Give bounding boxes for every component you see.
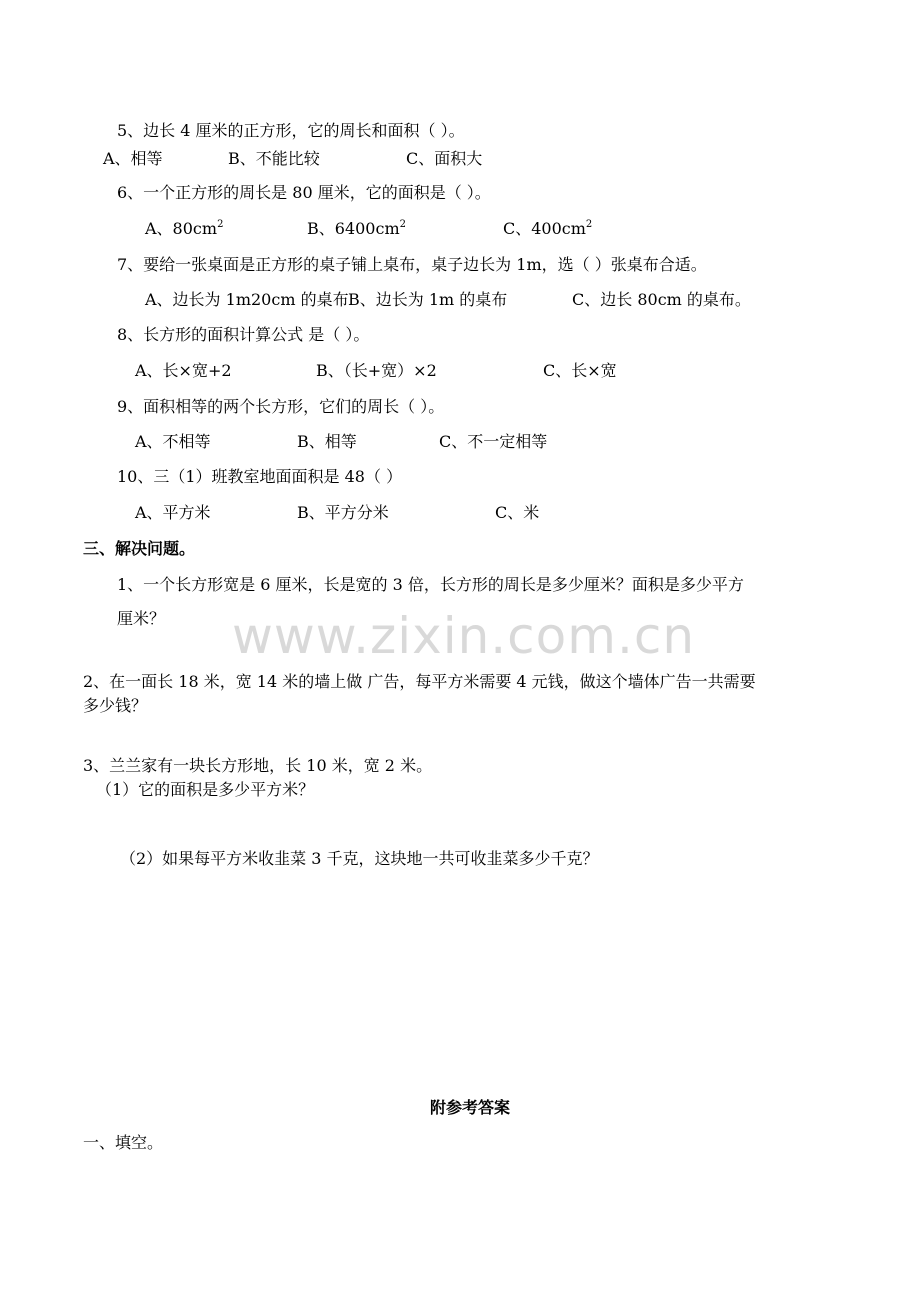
- question-10-option-b: B、平方分米: [297, 503, 389, 522]
- problem-2-line-1: 2、在一面长 18 米，宽 14 米的墙上做 广告，每平方米需要 4 元钱，做这个墙体广告一共需要: [83, 672, 756, 691]
- question-9-option-c: C、不一定相等: [439, 432, 548, 451]
- question-10-option-a: A、平方米: [135, 503, 211, 522]
- question-6-option-b: B、$6400cm^2$: [307, 219, 406, 238]
- question-7-option-c: C、边长 80cm 的桌布。: [572, 290, 751, 309]
- problem-1-line-2: 厘米？: [117, 609, 166, 628]
- problem-3-stem: 3、兰兰家有一块长方形地，长 10 米，宽 2 米。: [83, 756, 433, 775]
- watermark-text: www.zixin.com.cn: [232, 607, 696, 665]
- question-6-stem: 6、一个正方形的周长是 80 厘米，它的面积是（ ）。: [117, 183, 491, 202]
- problem-3-sub-2: （2）如果每平方米收韭菜 3 千克，这块地一共可收韭菜多少千克？: [120, 849, 599, 868]
- question-5-option-a: A、相等: [103, 149, 163, 168]
- problem-2-line-2: 多少钱？: [83, 696, 148, 715]
- question-6-option-c: C、$400cm^2$: [503, 219, 593, 238]
- question-7-option-a: A、边长为 1m20cm 的桌布: [145, 290, 349, 309]
- question-9-option-b: B、相等: [297, 432, 357, 451]
- question-5-stem: 5、边长 4 厘米的正方形，它的周长和面积（ ）。: [117, 121, 465, 140]
- question-9-option-a: A、不相等: [135, 432, 211, 451]
- problem-1-line-1: 1、一个长方形宽是 6 厘米，长是宽的 3 倍，长方形的周长是多少厘米？面积是多少平方: [117, 575, 744, 594]
- question-8-option-a: A、长×宽+2: [135, 361, 232, 380]
- question-6-option-a: A、$80cm^2$: [145, 219, 224, 238]
- problem-3-sub-1: （1）它的面积是多少平方米？: [96, 780, 315, 799]
- question-10-option-c: C、米: [495, 503, 540, 522]
- question-7-stem: 7、要给一张桌面是正方形的桌子铺上桌布，桌子边长为 1m，选（ ）张桌布合适。: [117, 255, 707, 274]
- question-7-option-b: B、边长为 1m 的桌布: [348, 290, 508, 309]
- question-5-option-c: C、面积大: [406, 149, 483, 168]
- question-8-option-c: C、长×宽: [543, 361, 617, 380]
- answers-section-1: 一、填空。: [83, 1133, 164, 1152]
- question-8-option-b: B、（长+宽）×2: [316, 361, 437, 380]
- answers-title: 附参考答案: [430, 1098, 511, 1117]
- question-10-stem: 10、三（1）班教室地面面积是 48（ ）: [117, 467, 403, 486]
- section-3-heading: 三、解决问题。: [83, 539, 196, 558]
- question-9-stem: 9、面积相等的两个长方形，它们的周长（ ）。: [117, 397, 445, 416]
- question-5-option-b: B、不能比较: [228, 149, 320, 168]
- question-8-stem: 8、长方形的面积计算公式 是（ ）。: [117, 325, 370, 344]
